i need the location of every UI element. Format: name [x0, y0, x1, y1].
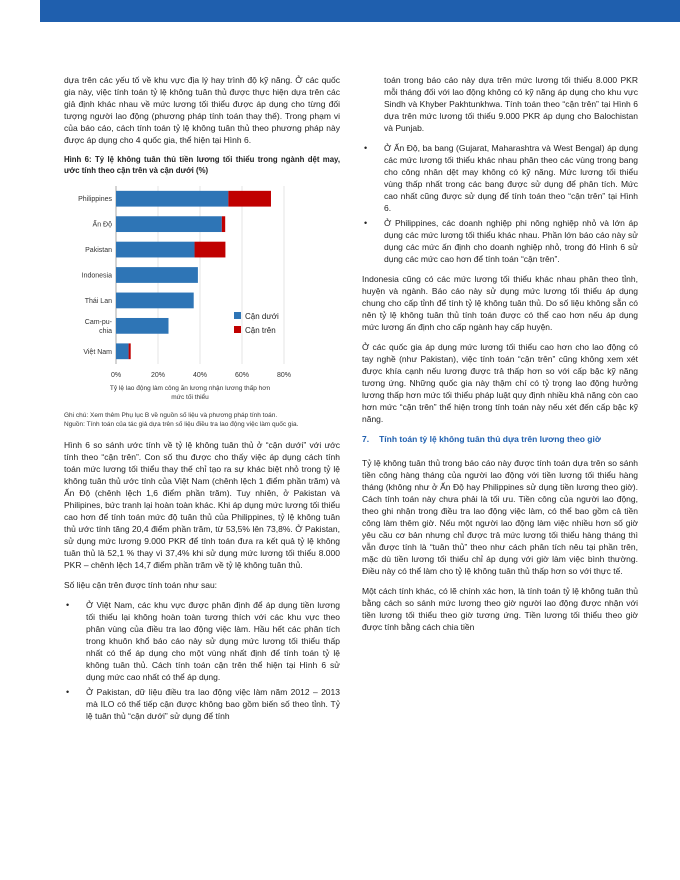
paragraph: toán trong báo cáo này dựa trên mức lương tối thiểu 8.000 PKR mỗi tháng đối với lao động không có kỹ năng áp dụng cho khu vực Sindh và Khyber Pakhtunkhwa. Tính toán theo “cận trên” tại Hình 6 dựa trên mức lương tối thiểu 9.000 PKR áp dụng cho Balochistan và Punjab. — [384, 75, 638, 133]
list-item-text: Ở Việt Nam, các khu vực được phân định để áp dụng tiền lương tối thiểu lại không hoàn toàn tương thích với các khu vực theo phân vùng của điều tra lao động việc làm. Hầu hết các phân tích trong khuôn khổ báo cáo này sử dụng mức lương tối thiểu thấp nhất có thể áp dụng cho một vùng nhất định để tính toán tỷ lệ không tuân thủ. Cách tính toán cận trên thể hiện tại Hình 6 sử dụng mức cao nhất có thể áp dụng. — [86, 600, 340, 682]
paragraph: Số liệu cận trên được tính toán như sau: — [64, 580, 218, 590]
section-title: Tính toán tỷ lệ không tuân thủ dựa trên lương theo giờ — [379, 434, 601, 444]
category-label: Pakistan — [85, 247, 112, 255]
section-number: 7. — [362, 434, 370, 444]
x-tick-label: 20% — [150, 372, 166, 379]
category-label: Thái Lan — [84, 297, 112, 305]
section-heading — [362, 433, 638, 445]
bullet-list — [362, 142, 638, 265]
figure-note: Ghi chú: Xem thêm Phụ lục B về nguồn số liệu và phương pháp tính toán. — [64, 412, 278, 419]
bar-upper-bound — [195, 242, 226, 258]
paragraph: Ở các quốc gia áp dụng mức lương tối thiểu cao hơn cho lao động có tay nghề (như Pakistan), việc tính toán “cận trên” cũng không xem xét được khía cạnh nếu lương được trả thấp hơn so với cấp bậc kỹ năng tương ứng. Những quốc gia này thậm chí có tỷ trọng lao động hưởng lương thấp hơn mức tối thiểu pháp luật quy định nhiều khả năng còn cao hơn mức “cận trên” thể hiện trong tính toán này nếu xét đến cấp bậc kỹ năng. — [362, 342, 638, 424]
figure-source: Nguồn: Tính toán của tác giả dựa trên số liệu điều tra lao động việc làm quốc gia. — [64, 420, 299, 428]
legend-swatch — [234, 312, 241, 319]
bullet-icon: • — [364, 143, 368, 153]
category-label: Cam-pu- — [84, 318, 112, 326]
bar-lower-bound — [116, 216, 222, 232]
list-item — [362, 142, 638, 214]
list-item-text: Ở Philippines, các doanh nghiệp phi nông nghiệp nhỏ và lớn áp dụng các mức lương tối thiểu khác nhau. Phần lớn báo cáo này sử dụng các mức ấn định cho doanh nghiệp nhỏ, trong đó Hình 6 sử dụng các mức cao hơn để tính toán “cận trên”. — [384, 218, 638, 264]
bar-upper-bound — [129, 343, 131, 359]
list-item-text: Ở Ấn Độ, ba bang (Gujarat, Maharashtra và West Bengal) áp dụng các mức lương tối thiểu khác nhau phân theo các vùng trong bang cho công nhân dệt may không có kỹ năng. Mức lương tối thiểu vùng thấp nhất trong các bang được sử dụng để phân tích. Mức cao nhất cũng được sử dụng để tính toán theo “cận trên” tại Hình 6. — [384, 143, 638, 213]
paragraph: Indonesia cũng có các mức lương tối thiểu khác nhau phân theo tỉnh, huyện và ngành. Báo cáo này sử dụng mức lương tối thiểu áp dụng chung cho cấp tỉnh để tính tỷ lệ không tuân thủ. Do số liệu không sẵn có nên tỷ lệ không tuân thủ tính toán được có thể cao hơn nếu áp dụng mức lương ấn định cho cấp ngành hay cấp huyện. — [362, 274, 638, 332]
list-item — [64, 599, 340, 683]
bar-chart — [64, 178, 340, 410]
bar-lower-bound — [116, 343, 129, 359]
paragraph: Hình 6 so sánh ước tính về tỷ lệ không tuân thủ ở “cận dưới” với ước tính theo “cận trên”. Con số thu được cho thấy việc áp dụng cách tính toán mức lương tối thiểu thay thế chỉ tạo ra sự khác biệt nhỏ trong tỷ lệ không tuân thủ ước tính của Việt Nam (chênh lệch 1 điểm phần trăm) và Ấn Độ (chênh lệch 1,6 điểm phần trăm). Tuy nhiên, ở Pakistan và Philipines, bức tranh lại hoàn toàn khác. Khi áp dụng mức lương tối thiểu cao hơn để tính toán mức độ tuân thủ của Philippines, tỷ lệ không tuân thủ ước tính tăng 20,4 điểm phần trăm, từ 53,5% lên 73,8%. Ở Pakistan, sử dụng mức lương 9.000 PKR để tính toán đưa ra kết quả tỷ lệ không tuân thủ là 52,1 % thay vì 37,4% khi sử dụng mức lương tối thiểu 8.000 PKR – chênh lệch 14,7 điểm phần trăm về tỷ lệ không tuân thủ. — [64, 440, 340, 570]
bar-lower-bound — [116, 318, 169, 334]
bar-upper-bound — [228, 191, 271, 207]
list-item — [64, 686, 340, 722]
category-label: Philippines — [78, 196, 112, 204]
left-column — [64, 74, 340, 730]
category-label: Việt Nam — [83, 348, 112, 356]
x-tick-label: 60% — [234, 372, 250, 379]
figure-notes — [64, 412, 340, 429]
bullet-list — [64, 599, 340, 722]
bar-lower-bound — [116, 242, 195, 258]
bullet-icon: • — [66, 600, 70, 610]
legend-label: Cận trên — [245, 326, 276, 335]
bar-upper-bound — [222, 216, 225, 232]
x-axis-title: Tỷ lệ lao động làm công ăn lương nhận lương thấp hơn — [109, 385, 271, 392]
bullet-icon: • — [66, 687, 70, 697]
legend-swatch — [234, 326, 241, 333]
paragraph: dựa trên các yếu tố về khu vực địa lý hay trình độ kỹ năng. Ở các quốc gia này, việc tính toán tỷ lệ không tuân thủ được thực hiện dựa trên các giả định khác nhau về mức lương tối thiểu được áp dụng cho từng đối tượng người lao động (phương pháp tính toán thay thế). Trong phạm vi của báo cáo, cách tính toán tỷ lệ không tuân thủ theo phương pháp này được áp dụng cho 4 quốc gia, thể hiện tại Hình 6. — [64, 75, 340, 145]
x-tick-label: 80% — [276, 372, 292, 379]
bar-lower-bound — [116, 267, 198, 283]
paragraph: Tỷ lệ không tuân thủ trong báo cáo này được tính toán dựa trên so sánh tiền công hàng tháng của người lao động với tiền lương tối thiểu hàng tháng (không như ở Ấn Độ hay Philippines sử dụng tiền lương theo giờ). Cách tính toán này chưa phải là tối ưu. Tiền công của người lao động, theo ghi nhận trong điều tra lao động việc làm, có thể bao gồm cả tiền công làm thêm giờ. Nếu một người lao động làm việc nhiều hơn số giờ yêu cầu cơ bản nhưng chỉ được trả mức lương tối thiểu hàng tháng thì vẫn được tính là “tuân thủ” theo như cách phân tích nêu tại phần trên, mặc dù tiền lương tối thiểu chỉ áp dụng với giờ làm việc bình thường. Điều này có thể làm cho tỷ lệ không tuân thủ thấp hơn so với thực tế. — [362, 458, 638, 576]
figure-title: Hình 6: Tỷ lệ không tuân thủ tiền lương tối thiểu trong ngành dệt may, ước tính theo cận trên và cận dưới (%) — [64, 155, 340, 175]
category-label: chia — [99, 327, 112, 335]
bar-lower-bound — [116, 293, 194, 309]
right-column — [362, 74, 638, 641]
legend-label: Cận dưới — [245, 312, 279, 321]
list-item — [362, 217, 638, 265]
x-tick-label: 40% — [192, 372, 208, 379]
category-label: Indonesia — [81, 272, 112, 280]
x-tick-label: 0% — [110, 372, 122, 379]
bar-lower-bound — [116, 191, 228, 207]
paragraph: Một cách tính khác, có lẽ chính xác hơn, là tính toán tỷ lệ không tuân thủ bằng cách so sánh mức lương theo giờ người lao động được nhận với tiền lương tối thiểu theo giờ tương ứng. Tiền lương tối thiểu theo giờ được tính bằng cách chia tiền — [362, 586, 638, 632]
category-label: Ấn Độ — [92, 221, 112, 229]
header-bar — [40, 0, 680, 22]
x-axis-title: mức tối thiểu — [171, 394, 209, 401]
bullet-icon: • — [364, 218, 368, 228]
list-item-text: Ở Pakistan, dữ liệu điều tra lao động việc làm năm 2012 – 2013 mà ILO có thể tiếp cận được không bao gồm biến số theo tỉnh. Tỷ lệ tuân thủ “cận dưới” sử dụng để tính — [86, 687, 340, 721]
